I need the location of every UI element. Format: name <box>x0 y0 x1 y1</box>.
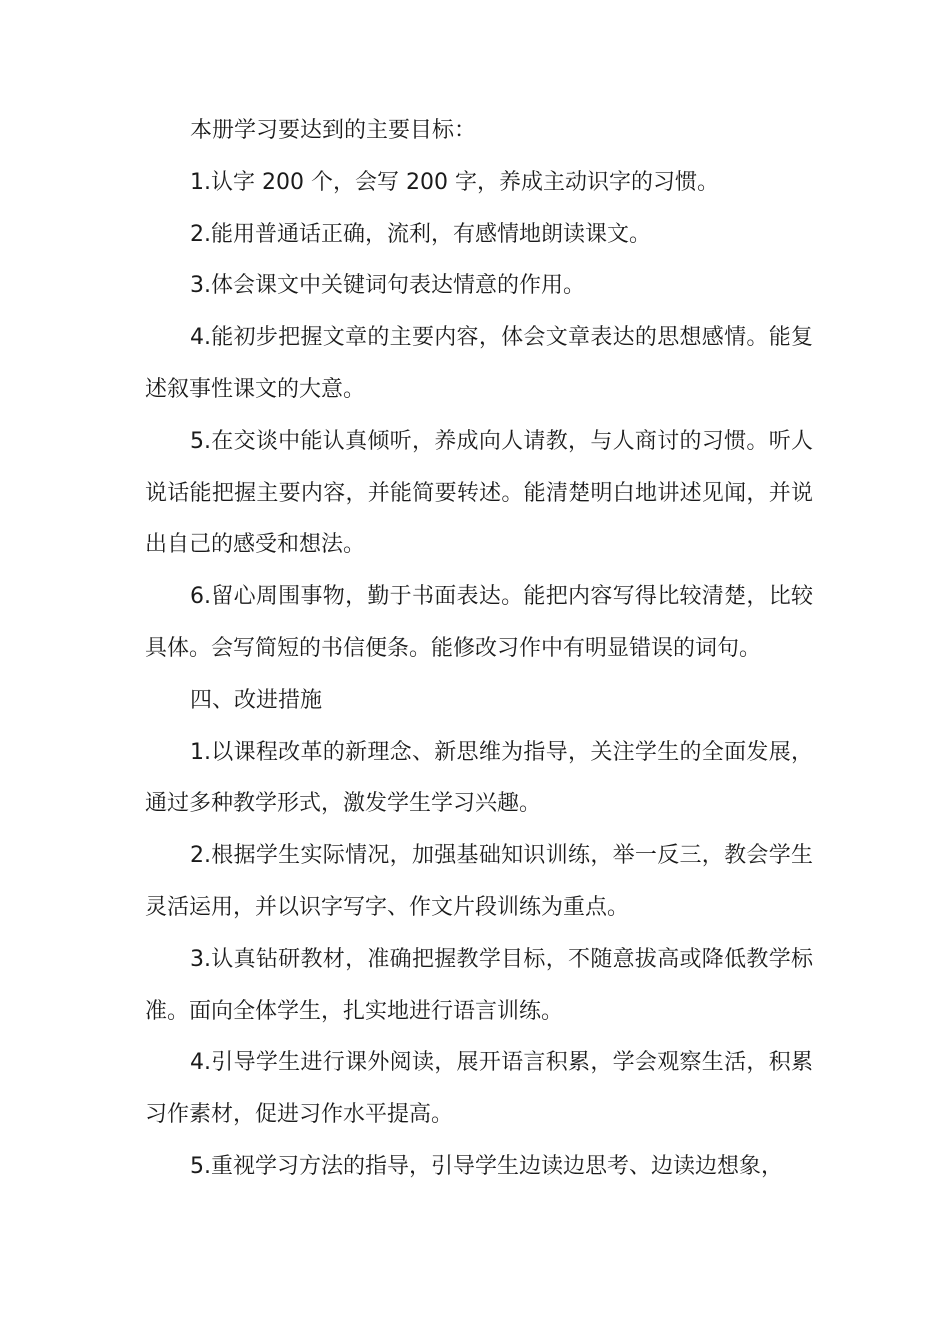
paragraph-goal-6: 6.留心周围事物，勤于书面表达。能把内容写得比较清楚，比较具体。会写简短的书信便条。能修改习作中有明显错误的词句。 <box>145 584 813 661</box>
paragraph-goals-intro: 本册学习要达到的主要目标： <box>190 118 477 143</box>
document-body <box>145 105 813 1193</box>
paragraph-measure-5: 5.重视学习方法的指导，引导学生边读边思考、边读边想象， <box>190 1153 783 1179</box>
paragraph-measure-2: 2.根据学生实际情况，加强基础知识训练，举一反三，教会学生灵活运用，并以识字写字、作文片段训练为重点。 <box>145 843 813 920</box>
section-heading-measures: 四、改进措施 <box>190 687 323 713</box>
paragraph-goal-3: 3.体会课文中关键词句表达情意的作用。 <box>190 273 585 299</box>
paragraph-measure-4: 4.引导学生进行课外阅读，展开语言积累，学会观察生活，积累习作素材，促进习作水平提高。 <box>145 1050 813 1128</box>
paragraph-goal-1: 1.认字 200 个，会写 200 字，养成主动识字的习惯。 <box>190 169 719 195</box>
paragraph-goal-5: 5.在交谈中能认真倾听，养成向人请教，与人商讨的习惯。听人说话能把握主要内容，并能简要转述。能清楚明白地讲述见闻，并说出自己的感受和想法。 <box>145 428 813 558</box>
paragraph-measure-1: 1.以课程改革的新理念、新思维为指导，关注学生的全面发展，通过多种教学形式，激发学生学习兴趣。 <box>145 739 813 817</box>
paragraph-measure-3: 3.认真钻研教材，准确把握教学目标，不随意拔高或降低教学标准。面向全体学生，扎实地进行语言训练。 <box>145 946 813 1024</box>
paragraph-goal-2: 2.能用普通话正确，流利，有感情地朗读课文。 <box>190 221 651 247</box>
paragraph-goal-4: 4.能初步把握文章的主要内容，体会文章表达的思想感情。能复述叙事性课文的大意。 <box>145 325 813 402</box>
